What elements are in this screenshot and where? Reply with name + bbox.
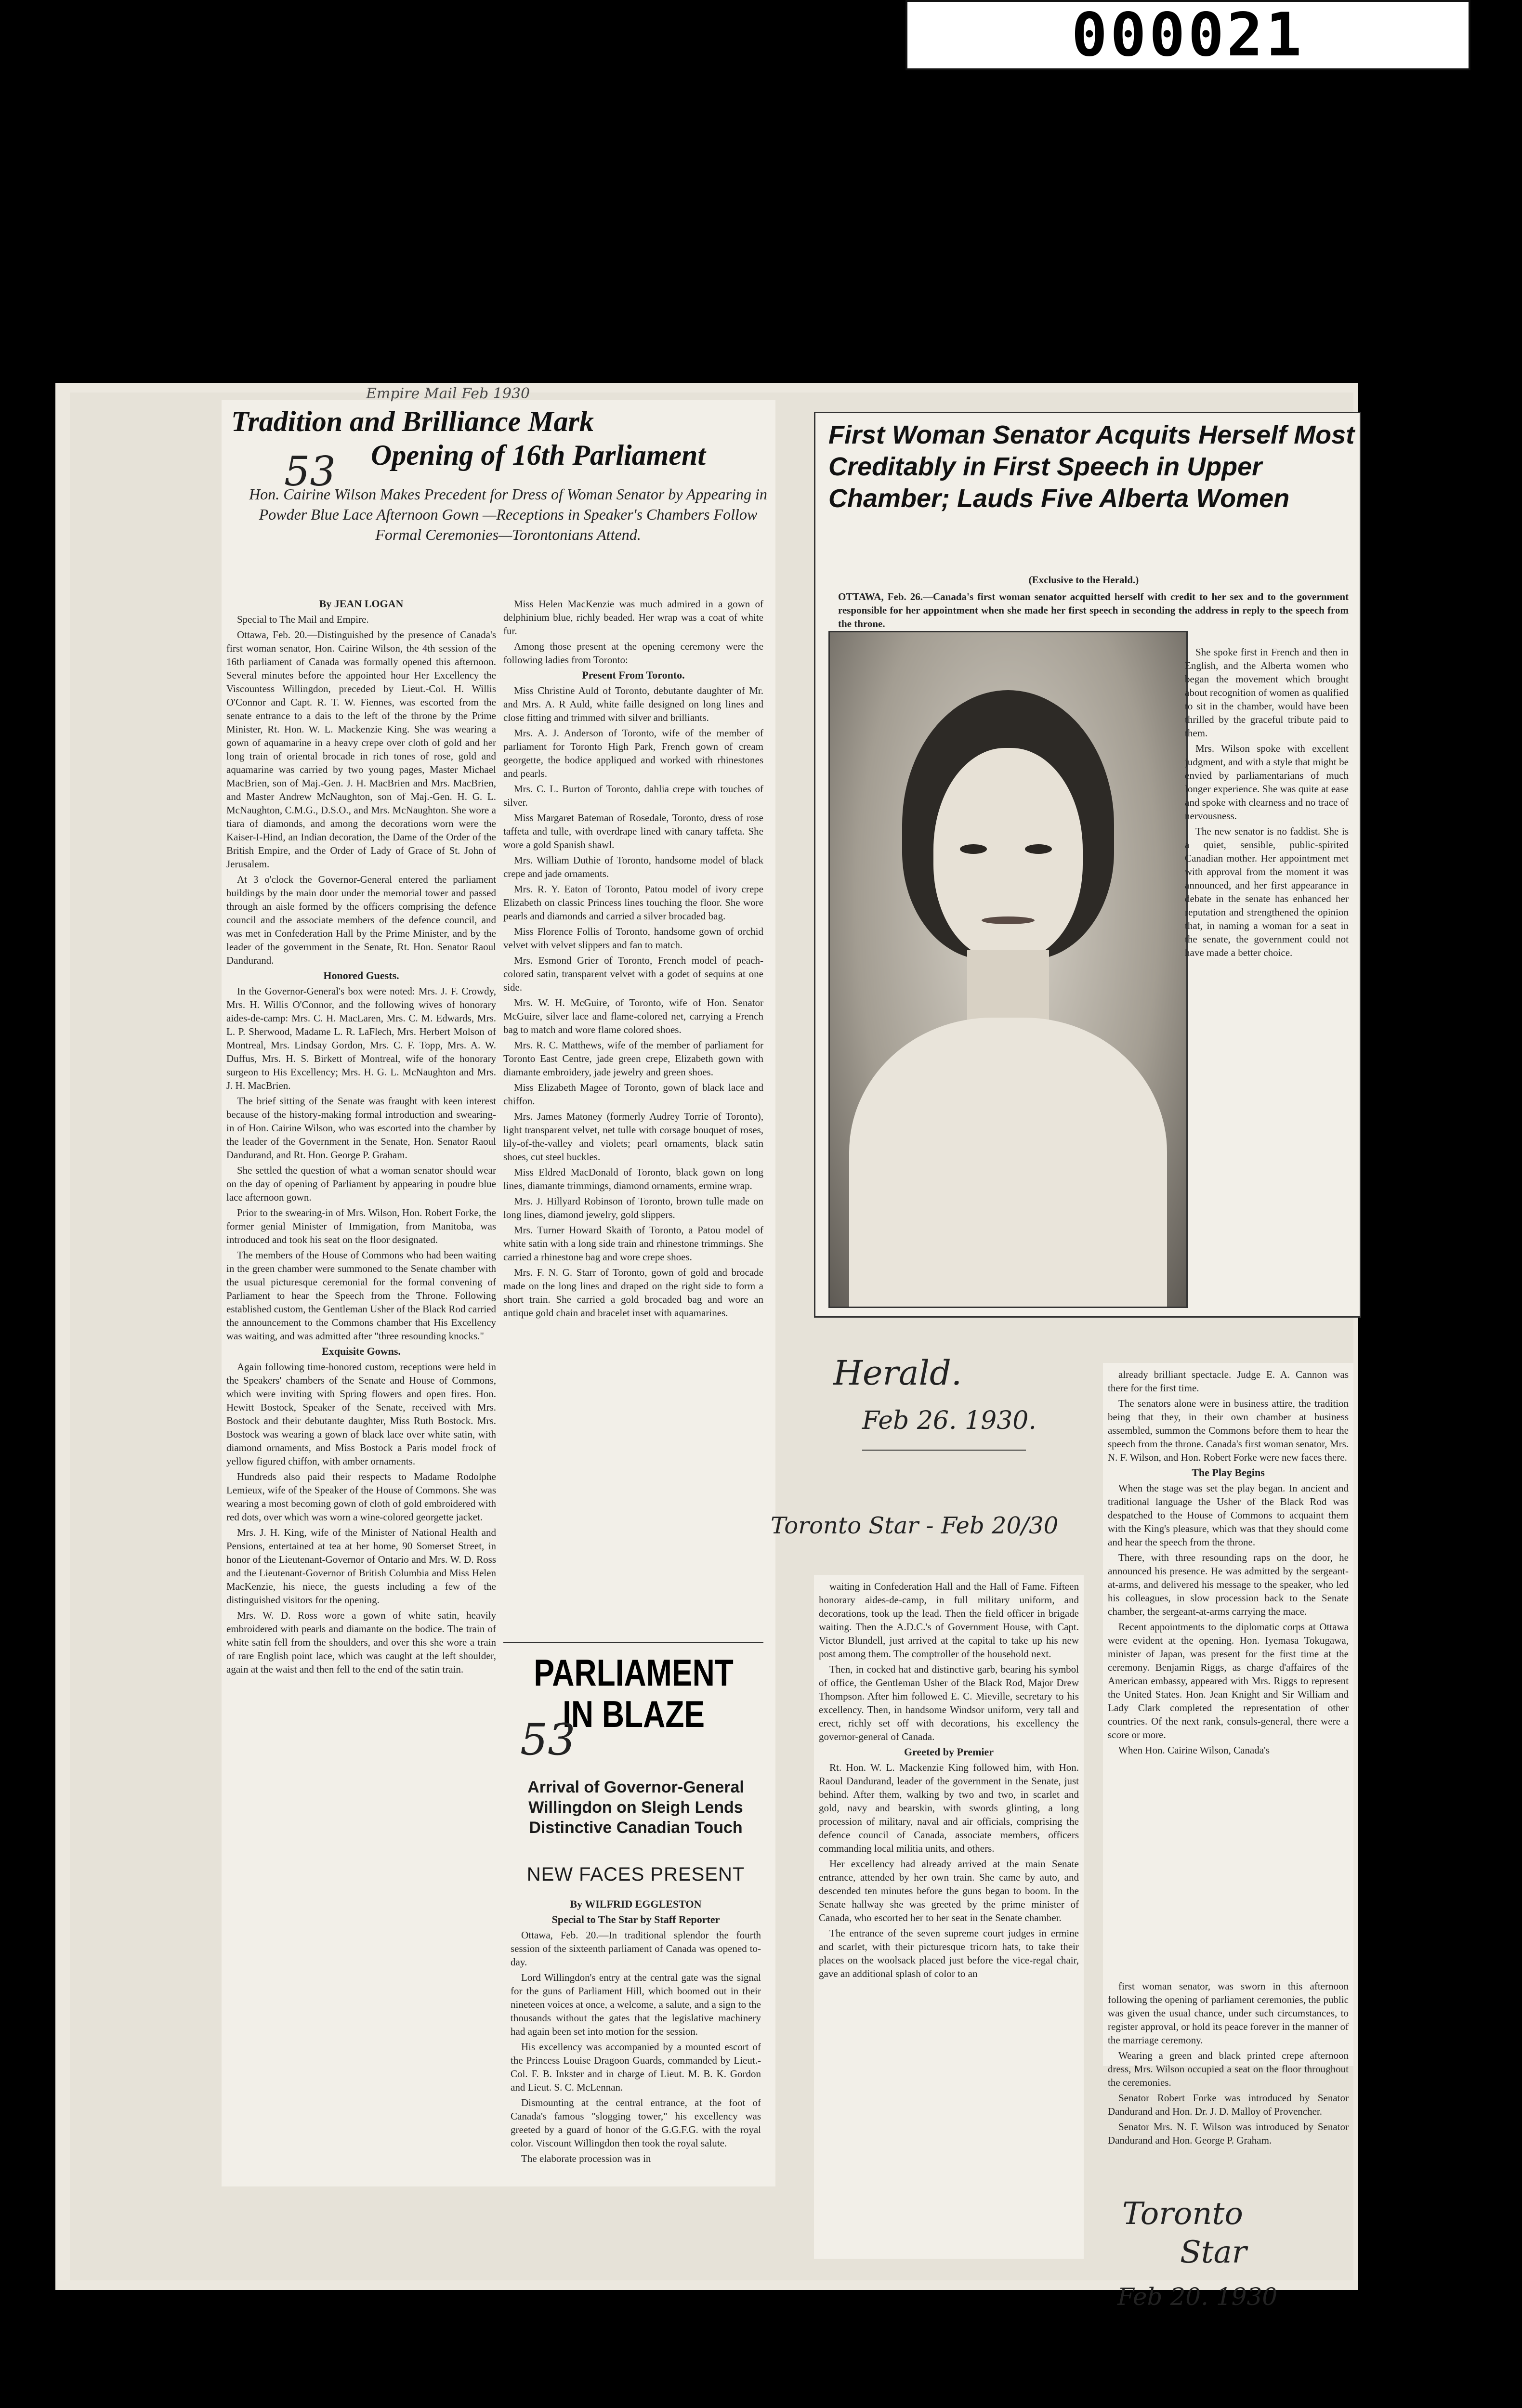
paragraph: Miss Margaret Bateman of Rosedale, Toronto, dress of rose taffeta and tulle, with overdrape lined with canary taffeta. She wore a gold Spanish shawl.: [503, 812, 763, 851]
paragraph: The elaborate procession was in: [521, 2153, 651, 2164]
paragraph: The entrance of the seven supreme court judges in ermine and scarlet, with their picturesque tricorn hats, to take their places on the woolsack placed just before the vice-regal chair, gave an additional splash of color to an: [819, 1927, 1079, 1979]
paragraph: In the Governor-General's box were noted: Mrs. J. F. Crowdy, Mrs. H. Willis O'Connor, and the following wives of honorary aides-de-camp: Mrs. C. H. MacLaren, Mrs. C. M. Edwards, Mrs. L. P. Sherwood, Madame L. R. LaFlech, Mrs. Herbert Molson of Montreal, Mrs. Lindsay Gordon, Mrs. C. F. Topp, Mrs. A. W. Duffus, Mrs. H. S. Birkett of Montreal, wife of the honorary surgeon to His Excellency; Mrs. H. G. L. McNaughton and Mrs. J. H. MacBrien.: [226, 985, 496, 1091]
note-toronto-star: Toronto Star - Feb 20/30: [771, 1512, 1059, 1539]
paragraph: Mrs. W. D. Ross wore a gown of white satin, heavily embroidered with pearls and diamante on the bodice. The train of white satin fell from the shoulders, and over this she wore a train of rare English point lace, which was caught at the left shoulder, again at the waist and then fell to the end of the satin train.: [226, 1610, 496, 1675]
paragraph: Prior to the swearing-in of Mrs. Wilson, Hon. Robert Forke, the former genial Minister of Immigation, from Manitoba, was introduced and took his seat on the floor designated.: [226, 1207, 496, 1245]
paragraph: Mrs. J. H. King, wife of the Minister of National Health and Pensions, entertained at tea at her home, 90 Somerset Street, in honor of the Lieutenant-Governor of Ontario and Mrs. W. D. Ross and the Lieutenant-Governor of British Columbia and Miss Helen MacKenzie, his niece, the guests including a few of the distinguished visitors for the opening.: [226, 1527, 496, 1606]
blaze-headline-line-2: IN BLAZE: [563, 1693, 705, 1735]
paragraph: She settled the question of what a woman senator should wear on the day of opening of Parliament by appearing in poudre blue lace afternoon gown.: [226, 1165, 496, 1203]
paragraph: His excellency was accompanied by a mounted escort of the Princess Louise Dragoon Guards, commanded by Lieut.-Col. F. B. Inkster and in charge of Lieut. M. B. K. Gordon and Lieut. S. C. McLennan.: [511, 2041, 761, 2093]
paragraph: Miss Christine Auld of Toronto, debutante daughter of Mr. and Mrs. A. R Auld, white faille designed on long lines and close fitting and trimmed with silver and brilliants.: [503, 685, 763, 723]
paragraph: Mrs. R. C. Matthews, wife of the member of parliament for Toronto East Centre, jade green crepe, Elizabeth gown with diamante embroidery, jade jewelry and green shoes.: [503, 1039, 763, 1078]
paragraph: Miss Helen MacKenzie was much admired in a gown of delphinium blue, richly beaded. Her wrap was a coat of white fur.: [503, 598, 763, 637]
paragraph: Mrs. William Duthie of Toronto, handsome model of black crepe and jade ornaments.: [503, 854, 763, 879]
handwritten-page-number: 53: [520, 1714, 576, 1765]
paragraph: Dismounting at the central entrance, at the foot of Canada's famous "slogging tower," his excellency was greeted by a guard of honor of the G.G.F.G. with the royal color. Viscount Willingdon then took the royal salute.: [511, 2097, 761, 2149]
blaze-headline-line-1: PARLIAMENT: [534, 1651, 734, 1694]
paragraph: Miss Elizabeth Magee of Toronto, gown of black lace and chiffon.: [503, 1082, 763, 1107]
paragraph: Mrs. R. Y. Eaton of Toronto, Patou model of ivory crepe Elizabeth on classic Princess lines touching the floor. She wore pearls and diamonds and carried a silver brocaded bag.: [503, 883, 763, 922]
paragraph: Wearing a green and black printed crepe afternoon dress, Mrs. Wilson occupied a seat on the floor throughout the ceremonies.: [1108, 2050, 1349, 2088]
paragraph: Senator Mrs. N. F. Wilson was introduced by Senator Dandurand and Hon. George P. Graham.: [1108, 2121, 1349, 2146]
frame-number-label: 000021: [905, 0, 1470, 70]
note-star-2: Star: [1180, 2235, 1247, 2270]
paragraph: At 3 o'clock the Governor-General entered the parliament buildings by the main door under the memorial tower and passed through an aisle formed by the officers comprising the defence council and the associate members of the defence council, and was met in Confederation Hall by the Prime Minister, and by the leader of the government in the Senate, Rt. Hon. Senator Raoul Dandurand.: [226, 874, 496, 966]
note-herald: Herald.: [833, 1353, 962, 1393]
paragraph: Mrs. C. L. Burton of Toronto, dahlia crepe with touches of silver.: [503, 783, 763, 808]
article-left-column-1: [226, 597, 496, 2167]
right-column: [1108, 1368, 1349, 1970]
paragraph: already brilliant spectacle. Judge E. A. Cannon was there for the first time.: [1108, 1369, 1349, 1394]
paragraph: Mrs. W. H. McGuire, of Toronto, wife of Hon. Senator McGuire, silver lace and flame-colored net, carrying a French bag to match and wore flame colored shoes.: [503, 997, 763, 1035]
subhead: Present From Toronto.: [582, 669, 685, 681]
note-underline: [862, 1450, 1026, 1451]
paragraph: Special to The Mail and Empire.: [237, 614, 369, 625]
senator-exclusive: (Exclusive to the Herald.): [1028, 574, 1139, 586]
paragraph: The new senator is no faddist. She is a quiet, sensible, public-spirited Canadian mother. Her appointment met with approval from the moment it was announced, and her first appearance in debate in the senate has enhanced her reputation and strengthened the opinion that, in naming a woman for a seat in the senate, the government could not have made a better choice.: [1185, 825, 1349, 958]
paragraph: first woman senator, was sworn in this afternoon following the opening of parliament ceremonies, the public was given the usual chance, under such circumstances, to register approval, or hold its peace forever in the manner of the marriage ceremony.: [1108, 1980, 1349, 2046]
paragraph: Mrs. A. J. Anderson of Toronto, wife of the member of parliament for Toronto High Park, French gown of cream georgette, the bodice appliqued and worked with rhinestones and pearls.: [503, 727, 763, 779]
byline: By WILFRID EGGLESTON: [570, 1898, 702, 1910]
note-herald-date: Feb 26. 1930.: [862, 1406, 1037, 1435]
paragraph: Recent appointments to the diplomatic corps at Ottawa were evident at the opening. Hon. Iyemasa Tokugawa, minister of Japan, was present for the first time at the ceremony. Benjamin Riggs, as charge d'affaires of the American embassy, appeared with Mrs. Riggs to represent the United States. Hon. Jean Knight and Sir William and Lady Clark completed the representation of other countries. Of the next rank, consuls-general, there were a score or more.: [1108, 1621, 1349, 1741]
right-column-continued: [1108, 1979, 1349, 2182]
paragraph: Rt. Hon. W. L. Mackenzie King followed him, with Hon. Raoul Dandurand, leader of the government in the Senate, just behind. After them, walking by two and two, in scarlet and gold, navy and bearskin, with swords glinting, a long procession of military, naval and air officials, comprising the defence council of Canada, associate members, officers commanding local militia units, and others.: [819, 1762, 1079, 1854]
article-left-deck: Hon. Cairine Wilson Makes Precedent for Dress of Woman Senator by Appearing in Powder Blue Lace Afternoon Gown —Receptions in Speaker's Chambers Follow Formal Ceremonies—Torontonians Attend.: [249, 485, 767, 543]
blaze-subhead: NEW FACES PRESENT: [526, 1864, 745, 1885]
senator-headline: First Woman Senator Acquits Herself Most Creditably in First Speech in Upper Chamber; Lauds Five Alberta Women: [828, 420, 1355, 513]
paragraph: Mrs. Wilson spoke with excellent judgment, and with a style that might be envied by parliamentarians of much longer experience. She was quite at ease and spoke with clearness and no trace of nervousness.: [1185, 743, 1349, 822]
headline-line-1: Tradition and Brilliance Mark: [231, 406, 594, 437]
paragraph: waiting in Confederation Hall and the Hall of Fame. Fifteen honorary aides-de-camp, in full military uniform, and decorations, took up the lead. Then the field officer in brigade waiting. Then the A.D.C.'s of Government House, with Capt. Victor Blundell, just arrived at the capital to take up his new post among them. The comptroller of the household next.: [819, 1581, 1079, 1660]
paragraph: Mrs. J. Hillyard Robinson of Toronto, brown tulle made on long lines, diamond jewelry, gold slippers.: [503, 1195, 763, 1220]
paragraph: Senator Robert Forke was introduced by Senator Dandurand and Hon. Dr. J. D. Malloy of Provencher.: [1108, 2092, 1349, 2117]
paragraph: Ottawa, Feb. 20.—In traditional splendor the fourth session of the sixteenth parliament of Canada was opened to-day.: [511, 1929, 761, 1968]
handwritten-page-number: 53: [284, 448, 336, 495]
paragraph: She spoke first in French and then in English, and the Alberta women who began the movement which brought about recognition of women as qualified to sit in the chamber, would have been thrilled by the graceful tribute paid to them.: [1185, 646, 1349, 739]
paragraph: The members of the House of Commons who had been waiting in the green chamber were summoned to the Senate chamber with the usual picturesque ceremonial for the formal convening of Parliament to hear the Speech from the Throne. Following established custom, the Gentleman Usher of the Black Rod carried the announcement to the Commons chamber that His Excellency was waiting, and was admitted after "three resounding knocks.": [226, 1249, 496, 1342]
senator-column: [1185, 645, 1349, 1310]
paragraph: Lord Willingdon's entry at the central gate was the signal for the guns of Parliament Hill, which boomed out in their nineteen voices at once, a welcome, a salute, and a sign to the thousands without the gates that the legislative machinery had again been set into motion for the session.: [511, 1972, 761, 2037]
header-scrawl: Empire Mail Feb 1930: [366, 385, 530, 402]
divider: [503, 1642, 763, 1643]
blaze-deck: Arrival of Governor-General Willingdon on Sleigh Lends Distinctive Canadian Touch: [527, 1778, 744, 1837]
paragraph: Then, in cocked hat and distinctive garb, bearing his symbol of office, the Gentleman Usher of the Black Rod, Major Drew Thompson. After him followed E. C. Mieville, secretary to his excellency. Then, in handsome Windsor uniform, very tall and erect, richly set off with decorations, his excellency the governor-general of Canada.: [819, 1663, 1079, 1742]
paragraph: Mrs. James Matoney (formerly Audrey Torrie of Toronto), light transparent velvet, net tulle with corsage bouquet of roses, lily-of-the-valley and violets; pearl ornaments, black satin shoes, cut steel buckles.: [503, 1111, 763, 1163]
paragraph: Miss Florence Follis of Toronto, handsome gown of orchid velvet with velvet slippers and fan to match.: [503, 926, 763, 951]
paragraph: Again following time-honored custom, receptions were held in the Speakers' chambers of the Senate and House of Commons, which were inviting with Spring flowers and open fires. Hon. Hewitt Bostock, Speaker of the Senate, received with Mrs. Bostock and their debutante daughter, Miss Ruth Bostock. Mrs. Bostock was wearing a gown of black lace over white satin, with diamond ornaments, and Miss Bostock a Paris model frock of yellow figured chiffon, with amber ornaments.: [226, 1361, 496, 1467]
note-star-1: Toronto: [1122, 2196, 1243, 2232]
paragraph: Mrs. Esmond Grier of Toronto, French model of peach-colored satin, transparent velvet with a godet of sequins at one side.: [503, 955, 763, 993]
article-left-column-2: [503, 597, 763, 1637]
senator-lead: OTTAWA, Feb. 26.—Canada's first woman senator acquitted herself with credit to her sex and to the government responsible for her appointment when she made her first speech in seconding the address in reply to the speech from the throne.: [838, 591, 1349, 629]
paragraph: The senators alone were in business attire, the tradition being that they, in their own chamber at business assembled, summon the Commons before them to hear the speech from the throne. Canada's first woman senator, Mrs. N. F. Wilson, and Hon. Robert Forke were new faces there.: [1108, 1398, 1349, 1463]
subhead: Honored Guests.: [323, 969, 399, 982]
subhead: Greeted by Premier: [904, 1746, 994, 1758]
headline-line-2: Opening of 16th Parliament: [371, 439, 706, 471]
paragraph: Among those present at the opening ceremony were the following ladies from Toronto:: [503, 641, 763, 666]
note-star-date: Feb 20. 1930: [1117, 2283, 1278, 2311]
paragraph: When Hon. Cairine Wilson, Canada's: [1118, 1744, 1270, 1756]
paragraph: Hundreds also paid their respects to Madame Rodolphe Lemieux, wife of the Speaker of the House of Commons. She was wearing a most becoming gown of cloth of gold embroidered with red dots, over which was worn a wine-colored georgette jacket.: [226, 1471, 496, 1523]
paragraph: Mrs. Turner Howard Skaith of Toronto, a Patou model of white satin with a long side train and rhinestone trimmings. She carried a rhinestone bag and wore crepe shoes.: [503, 1224, 763, 1263]
middle-column: [819, 1580, 1079, 2254]
paragraph: There, with three resounding raps on the door, he announced his presence. He was admitted by the sergeant-at-arms, and delivered his message to the speaker, who led his colleagues, in slow procession back to the Senate chamber, the sergeant-at-arms carrying the mace.: [1108, 1552, 1349, 1617]
dateline: Special to The Star by Staff Reporter: [551, 1913, 720, 1925]
paragraph: The brief sitting of the Senate was fraught with keen interest because of the history-making formal introduction and swearing-in of Hon. Cairine Wilson, who was escorted into the chamber by the leader of the Government in the Senate, Hon. Senator Raoul Dandurand, and Rt. Hon. George P. Graham.: [226, 1095, 496, 1161]
subhead: The Play Begins: [1192, 1466, 1265, 1479]
paragraph: Her excellency had already arrived at the main Senate entrance, attended by her own train. She came by auto, and descended ten minutes before the guns began to boom. In the Senate hallway she was greeted by the prime minister of Canada, who escorted her to her seat in the Senate chamber.: [819, 1858, 1079, 1924]
paragraph: Mrs. F. N. G. Starr of Toronto, gown of gold and brocade made on the long lines and draped on the right side to form a short train. She carried a gold brocaded bag and wore an antique gold chain and bracelet inset with aquamarines.: [503, 1267, 763, 1319]
paragraph: Miss Eldred MacDonald of Toronto, black gown on long lines, diamante trimmings, diamond ornaments, ermine wrap.: [503, 1166, 763, 1191]
paragraph: Ottawa, Feb. 20.—Distinguished by the presence of Canada's first woman senator, Hon. Cairine Wilson, the 4th session of the 16th parliament of Canada was formally opened this afternoon. Several minutes before the appointed hour Her Excellency the Viscountess Willingdon, preceded by Lieut.-Col. H. Willis O'Connor and Capt. R. T. W. Fiennes, was escorted from the senate entrance to a dais to the left of the throne by the Prime Minister, Rt. Hon. W. L. Mackenzie King. She was wearing a gown of aquamarine in a heavy crepe over cloth of gold and her long train of oriental brocade in rich tones of rose, gold and aquamarine was carried by two young pages, Master Michael MacBrien, son of Maj.-Gen. J. H. MacBrien and Mrs. MacBrien, and Master Andrew McNaughton, son of Maj.-Gen. H. G. L. McNaughton, C.M.G., D.S.O., and Mrs. McNaughton. She wore a tiara of diamonds, and among the decorations worn were the Kaiser-I-Hind, an Indian decoration, the Dame of the Order of the British Empire, and the Order of Lady of Grace of St. John of Jerusalem.: [226, 629, 496, 870]
subhead: Exquisite Gowns.: [322, 1345, 401, 1357]
senator-portrait: [828, 631, 1188, 1308]
paragraph: When the stage was set the play began. In ancient and traditional language the Usher of the Black Rod was despatched to the House of Commons to acquaint them with the King's pleasure, which was that they should come and hear the speech from the throne.: [1108, 1482, 1349, 1548]
blaze-column: [511, 1898, 761, 2186]
byline: By JEAN LOGAN: [319, 598, 404, 610]
